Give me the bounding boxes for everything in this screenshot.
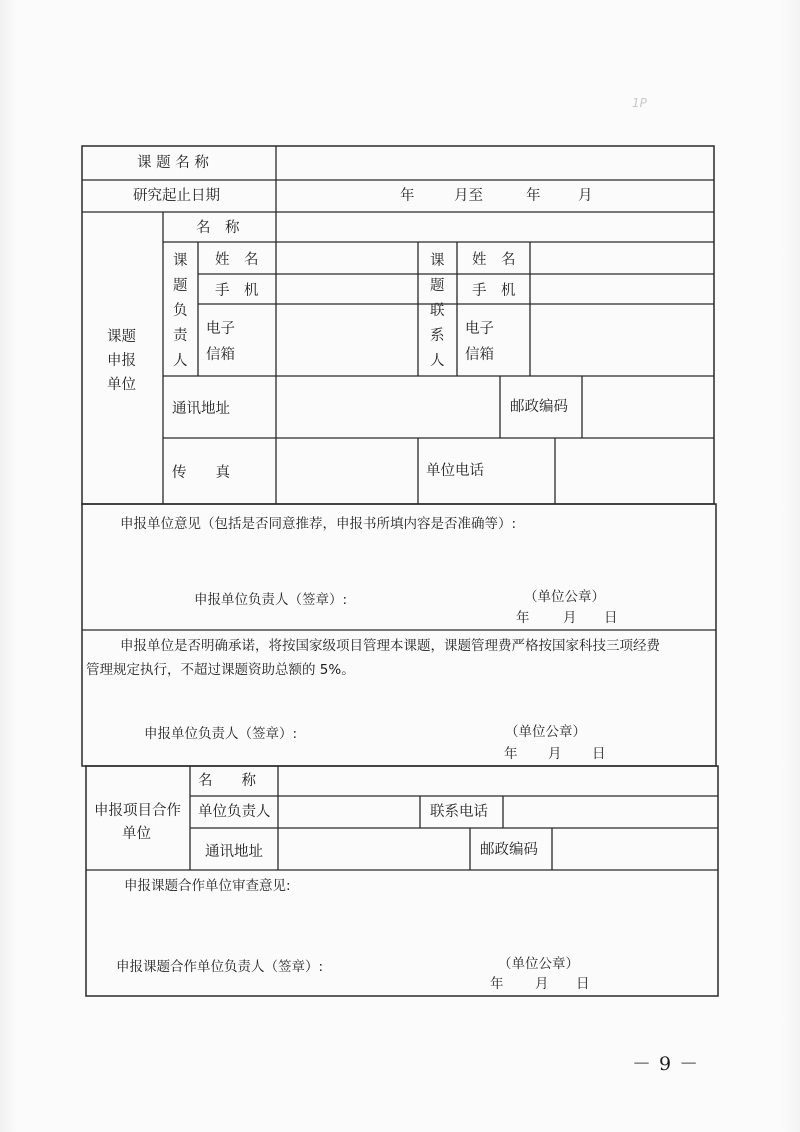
contact-char-3: 联 (430, 303, 445, 319)
commitment-date-month: 月 (548, 746, 562, 762)
leader-email-label-2: 信箱 (206, 347, 235, 363)
period-year2: 年 (526, 188, 541, 204)
period-month2: 月 (578, 188, 593, 204)
period-year1: 年 (400, 188, 415, 204)
commitment-date-year: 年 (504, 746, 518, 762)
leader-mobile-label: 手 机 (215, 283, 259, 299)
opinion-text: 申报单位意见（包括是否同意推荐，申报书所填内容是否准确等）: (120, 516, 517, 532)
leader-char-3: 负 (173, 303, 188, 319)
opinion-date-month: 月 (563, 610, 577, 626)
unit-label-line1: 课题 (107, 329, 136, 345)
period-label: 研究起止日期 (133, 188, 220, 204)
commitment-line1: 申报单位是否明确承诺，将按国家级项目管理本课题，课题管理费严格按国家科技三项经费 (120, 638, 660, 654)
pencil-mark: 1P (632, 96, 647, 110)
coop-phone-label: 联系电话 (430, 804, 488, 820)
commitment-date-day: 日 (592, 746, 606, 762)
coop-opinion-date-year: 年 (490, 976, 504, 992)
leader-char-5: 人 (173, 353, 188, 369)
coop-label-line2: 单位 (122, 826, 151, 842)
commitment-sign-label: 申报单位负责人（签章）: (144, 726, 298, 742)
contact-mobile-label: 手 机 (472, 283, 516, 299)
coop-leader-label: 单位负责人 (198, 804, 271, 820)
unit-phone-label: 单位电话 (426, 463, 484, 479)
contact-char-2: 题 (430, 278, 445, 294)
unit-name-label: 名 称 (196, 220, 240, 236)
opinion-date-day: 日 (604, 610, 618, 626)
leader-char-1: 课 (173, 253, 188, 269)
fax-label: 传 真 (172, 465, 230, 481)
contact-email-label-1: 电子 (465, 321, 494, 337)
contact-name-label: 姓 名 (472, 252, 516, 268)
opinion-sign-label: 申报单位负责人（签章）: (194, 592, 348, 608)
unit-label-line2: 申报 (107, 353, 136, 369)
leader-email-label-1: 电子 (206, 321, 235, 337)
opinion-date-year: 年 (516, 610, 530, 626)
commitment-seal-label: （单位公章） (505, 724, 586, 740)
coop-opinion-text: 申报课题合作单位审查意见: (124, 878, 291, 894)
opinion-seal-label: （单位公章） (524, 589, 605, 605)
coop-opinion-sign-label: 申报课题合作单位负责人（签章）: (116, 959, 324, 975)
postcode-label: 邮政编码 (510, 399, 568, 415)
coop-opinion-seal-label: （单位公章） (498, 956, 579, 972)
contact-char-1: 课 (430, 253, 445, 269)
leader-name-label: 姓 名 (215, 252, 259, 268)
coop-opinion-date-day: 日 (576, 976, 590, 992)
coop-postcode-label: 邮政编码 (480, 842, 538, 858)
coop-address-label: 通讯地址 (205, 844, 263, 860)
contact-char-4: 系 (430, 328, 445, 344)
leader-char-2: 题 (173, 278, 188, 294)
address-label: 通讯地址 (172, 401, 230, 417)
page-number: － 9 － (632, 1053, 700, 1075)
unit-label-line3: 单位 (107, 377, 136, 393)
coop-name-label: 名 称 (198, 773, 256, 789)
topic-name-label: 课 题 名 称 (137, 155, 209, 171)
contact-email-label-2: 信箱 (465, 347, 494, 363)
contact-char-5: 人 (430, 353, 445, 369)
leader-char-4: 责 (173, 328, 188, 344)
period-month-to: 月至 (454, 188, 483, 204)
coop-opinion-date-month: 月 (535, 976, 549, 992)
coop-label-line1: 申报项目合作 (94, 803, 181, 819)
commitment-line2: 管理规定执行，不超过课题资助总额的 5%。 (86, 662, 355, 678)
